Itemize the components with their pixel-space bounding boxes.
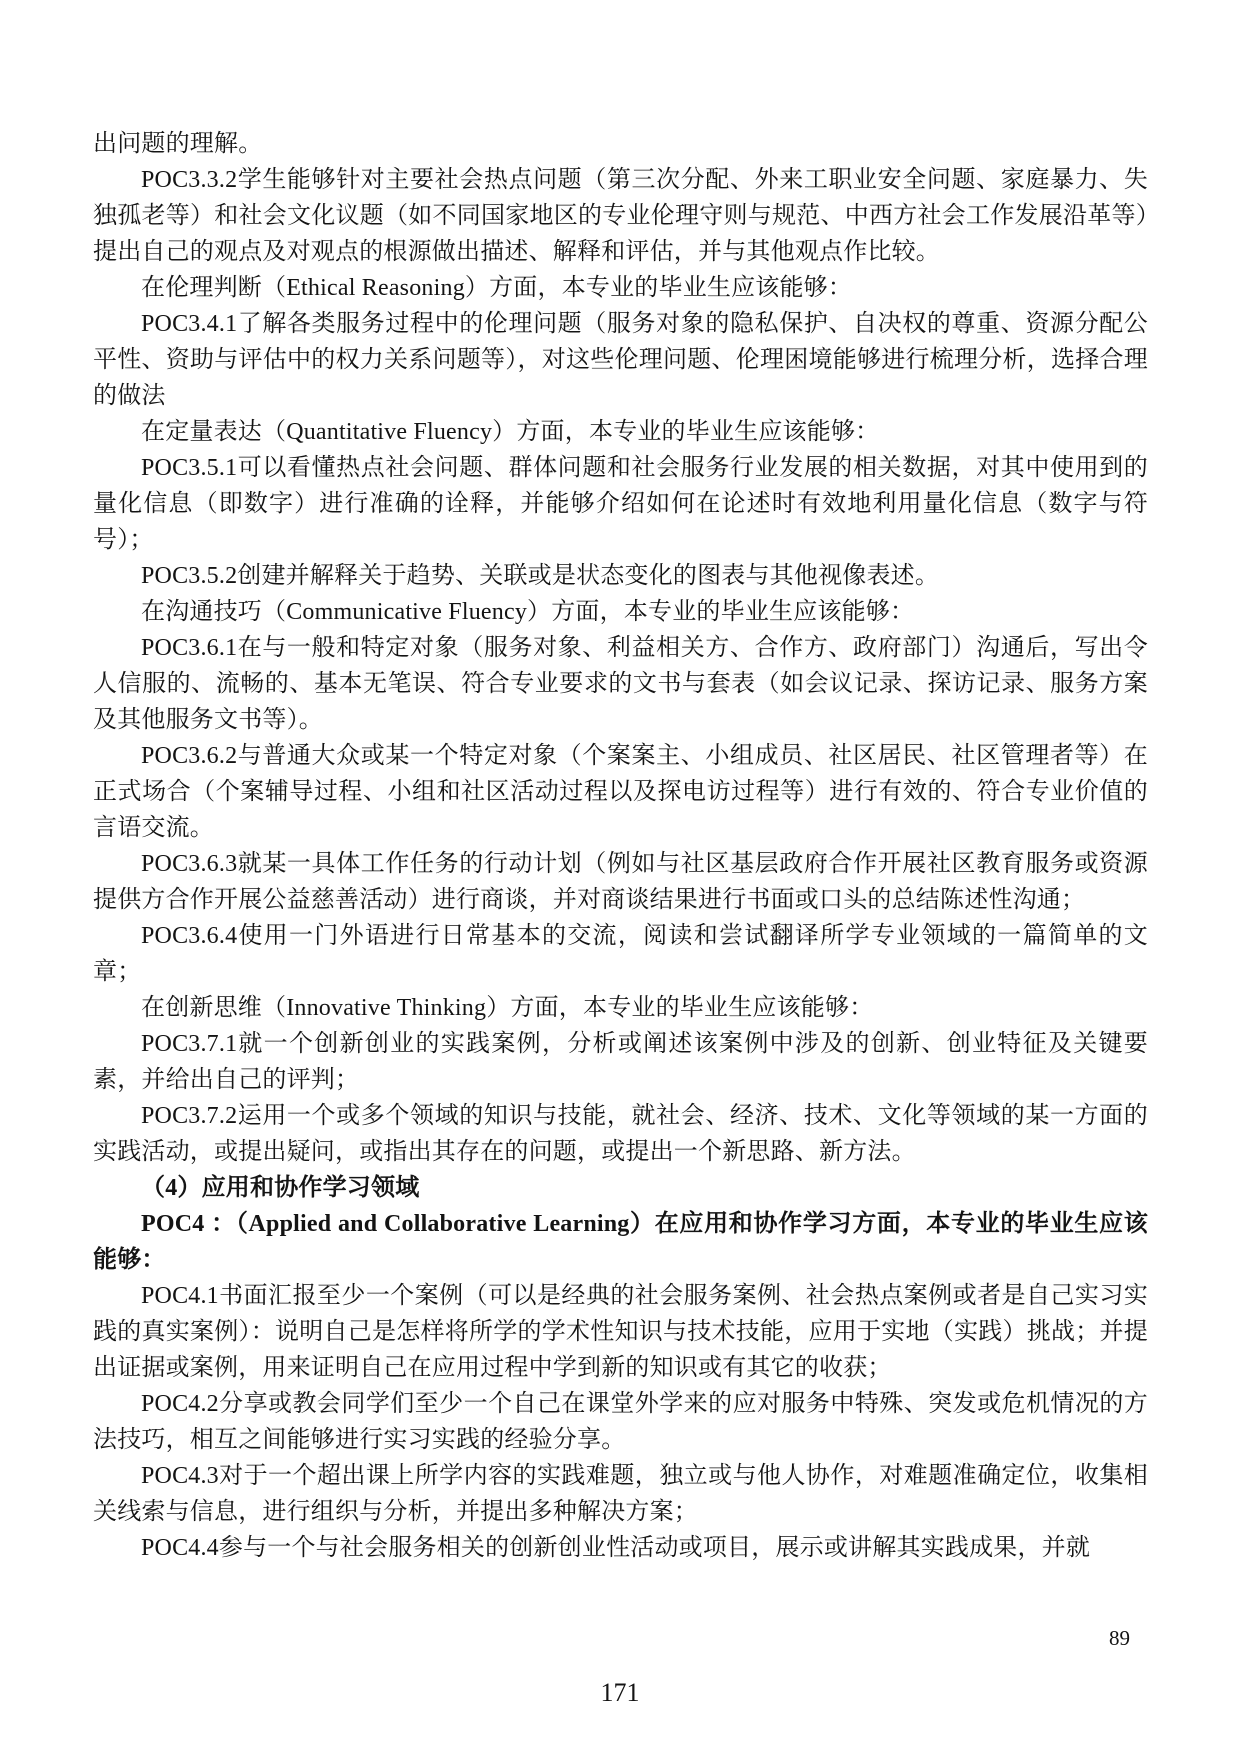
paragraph-continuation: 出问题的理解。 xyxy=(93,131,263,157)
paragraph-poc4-3: POC4.3对于一个超出课上所学内容的实践难题，独立或与他人协作，对难题准确定位，收集相关线索与信息，进行组织与分析，并提出多种解决方案； xyxy=(93,1463,1148,1525)
document-body xyxy=(93,126,1148,1566)
page-number-inner: 89 xyxy=(1109,1626,1130,1650)
paragraph-communicative-fluency-intro: 在沟通技巧（Communicative Fluency）方面，本专业的毕业生应该能够： xyxy=(141,599,915,625)
paragraph-quantitative-fluency-intro: 在定量表达（Quantitative Fluency）方面，本专业的毕业生应该能够： xyxy=(141,419,880,445)
paragraph-poc3-6-2: POC3.6.2与普通大众或某一个特定对象（个案案主、小组成员、社区居民、社区管理者等）在正式场合（个案辅导过程、小组和社区活动过程以及探电访过程等）进行有效的、符合专业价值的言语交流。 xyxy=(93,743,1148,841)
paragraph-poc3-6-4: POC3.6.4使用一门外语进行日常基本的交流，阅读和尝试翻译所学专业领域的一篇简单的文章； xyxy=(93,923,1148,985)
paragraph-poc3-5-2: POC3.5.2创建并解释关于趋势、关联或是状态变化的图表与其他视像表述。 xyxy=(141,563,940,589)
paragraph-poc3-4-1: POC3.4.1了解各类服务过程中的伦理问题（服务对象的隐私保护、自决权的尊重、资源分配公平性、资助与评估中的权力关系问题等），对这些伦理问题、伦理困境能够进行梳理分析，选择合理的做法 xyxy=(93,311,1148,409)
paragraph-poc3-3-2: POC3.3.2学生能够针对主要社会热点问题（第三次分配、外来工职业安全问题、家庭暴力、失独孤老等）和社会文化议题（如不同国家地区的专业伦理守则与规范、中西方社会工作发展沿革等）提出自己的观点及对观点的根源做出描述、解释和评估，并与其他观点作比较。 xyxy=(93,167,1148,265)
paragraph-poc4-2: POC4.2分享或教会同学们至少一个自己在课堂外学来的应对服务中特殊、突发或危机情况的方法技巧，相互之间能够进行实习实践的经验分享。 xyxy=(93,1391,1148,1453)
paragraph-poc4-1: POC4.1书面汇报至少一个案例（可以是经典的社会服务案例、社会热点案例或者是自己实习实践的真实案例）：说明自己是怎样将所学的学术性知识与技术技能，应用于实地（实践）挑战；并提出证据或案例，用来证明自己在应用过程中学到新的知识或有其它的收获； xyxy=(93,1283,1148,1381)
paragraph-ethical-reasoning-intro: 在伦理判断（Ethical Reasoning）方面，本专业的毕业生应该能够： xyxy=(141,275,853,301)
paragraph-poc3-6-1: POC3.6.1在与一般和特定对象（服务对象、利益相关方、合作方、政府部门）沟通后，写出令人信服的、流畅的、基本无笔误、符合专业要求的文书与套表（如会议记录、探访记录、服务方案及其他服务文书等）。 xyxy=(93,635,1148,733)
paragraph-poc3-7-1: POC3.7.1就一个创新创业的实践案例，分析或阐述该案例中涉及的创新、创业特征及关键要素，并给出自己的评判； xyxy=(93,1031,1148,1093)
section-heading-applied-collaborative: （4）应用和协作学习领域 xyxy=(141,1175,420,1201)
paragraph-innovative-thinking-intro: 在创新思维（Innovative Thinking）方面，本专业的毕业生应该能够： xyxy=(141,995,874,1021)
paragraph-poc3-7-2: POC3.7.2运用一个或多个领域的知识与技能，就社会、经济、技术、文化等领域的某一方面的实践活动，或提出疑问，或指出其存在的问题，或提出一个新思路、新方法。 xyxy=(93,1103,1148,1165)
paragraph-poc4-4: POC4.4参与一个与社会服务相关的创新创业性活动或项目，展示或讲解其实践成果，并就 xyxy=(141,1535,1091,1561)
paragraph-poc3-6-3: POC3.6.3就某一具体工作任务的行动计划（例如与社区基层政府合作开展社区教育服务或资源提供方合作开展公益慈善活动）进行商谈，并对商谈结果进行书面或口头的总结陈述性沟通； xyxy=(93,851,1148,913)
paragraph-poc3-5-1: POC3.5.1可以看懂热点社会问题、群体问题和社会服务行业发展的相关数据，对其中使用到的量化信息（即数字）进行准确的诠释，并能够介绍如何在论述时有效地利用量化信息（数字与符号）； xyxy=(93,455,1148,553)
page-number-footer: 171 xyxy=(600,1678,640,1707)
paragraph-poc4-heading: POC4 ：（Applied and Collaborative Learning）在应用和协作学习方面，本专业的毕业生应该能够： xyxy=(93,1211,1148,1273)
